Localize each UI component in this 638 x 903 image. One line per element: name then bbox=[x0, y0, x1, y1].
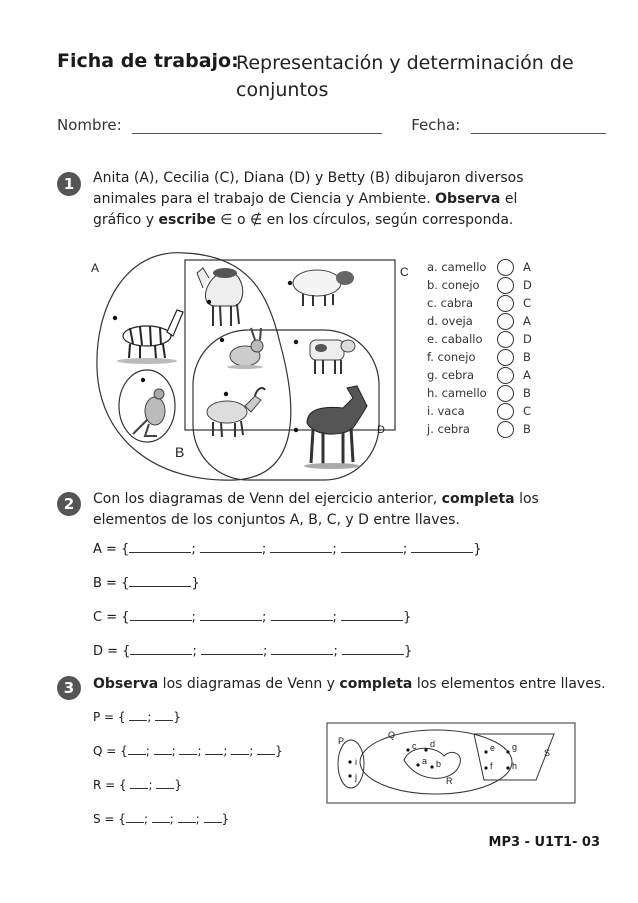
answer-row bbox=[427, 330, 537, 348]
set-line: S = { ; ; ; } bbox=[93, 812, 230, 826]
q1-text-3: ∈ o ∉ en los círculos, según corresponda. bbox=[215, 212, 514, 228]
elem-b: b bbox=[436, 759, 442, 769]
answer-set: C bbox=[523, 404, 532, 418]
answer-set: A bbox=[523, 368, 531, 382]
set-s-boundary bbox=[474, 734, 554, 780]
q3-text-1: los diagramas de Venn y bbox=[158, 676, 340, 692]
answer-item: c. cabra bbox=[427, 296, 474, 310]
name-field[interactable] bbox=[132, 133, 382, 134]
answer-set: B bbox=[523, 350, 531, 364]
answer-blank[interactable] bbox=[130, 608, 192, 621]
answer-set: C bbox=[523, 296, 532, 310]
answer-circle[interactable] bbox=[497, 331, 514, 348]
answer-blank[interactable] bbox=[200, 540, 262, 553]
answer-circle[interactable] bbox=[497, 421, 514, 438]
question-3-text bbox=[93, 674, 608, 695]
answer-item: j. cebra bbox=[427, 422, 470, 436]
answer-circle[interactable] bbox=[497, 295, 514, 312]
set-label: C = { bbox=[93, 610, 130, 625]
answer-item: i. vaca bbox=[427, 404, 465, 418]
q3-bold-1: Observa bbox=[93, 676, 159, 692]
set-q-label: Q bbox=[388, 730, 396, 740]
answer-blank[interactable] bbox=[342, 642, 404, 655]
date-label: Fecha: bbox=[411, 116, 461, 134]
name-date-row bbox=[57, 116, 606, 134]
elem-c: c bbox=[412, 741, 417, 751]
answer-row bbox=[427, 384, 537, 402]
answer-blank[interactable] bbox=[341, 540, 403, 553]
set-a-label: A bbox=[91, 261, 100, 275]
question-3-number: 3 bbox=[57, 676, 81, 700]
horse-icon bbox=[304, 386, 367, 469]
q1-bold-2: escribe bbox=[158, 212, 216, 228]
answer-blank[interactable] bbox=[154, 744, 172, 755]
answer-blank[interactable] bbox=[129, 710, 147, 721]
q1-text-1: Anita (A), Cecilia (C), Diana (D) y Betty (B) dibujaron diversos animales para el trabajo de Ciencia y Ambiente. bbox=[93, 170, 524, 207]
q2-sets bbox=[93, 540, 482, 676]
answer-circle[interactable] bbox=[497, 313, 514, 330]
answer-item: b. conejo bbox=[427, 278, 480, 292]
set-label: D = { bbox=[93, 644, 131, 659]
set-line: P = { ; } bbox=[93, 710, 181, 724]
elem-h: h bbox=[512, 761, 518, 771]
set-line: A = { ; ; ; ; } bbox=[93, 542, 482, 557]
question-2-number: 2 bbox=[57, 492, 81, 516]
q3-bold-2: completa bbox=[339, 676, 413, 692]
letters-venn-diagram bbox=[326, 722, 576, 804]
zebra-icon bbox=[117, 310, 183, 364]
answer-circle[interactable] bbox=[497, 367, 514, 384]
answer-set: A bbox=[523, 314, 531, 328]
q2-text-1: Con los diagramas de Venn del ejercicio anterior, bbox=[93, 491, 442, 507]
answer-blank[interactable] bbox=[128, 744, 146, 755]
elem-i: i bbox=[355, 757, 357, 767]
set-label: Q = { bbox=[93, 744, 128, 758]
answer-blank[interactable] bbox=[271, 608, 333, 621]
answer-circle[interactable] bbox=[497, 277, 514, 294]
set-label: B = { bbox=[93, 576, 130, 591]
set-label: R = { bbox=[93, 778, 131, 792]
answer-item: g. cebra bbox=[427, 368, 475, 382]
set-r-label: R bbox=[446, 776, 453, 786]
answer-set: B bbox=[523, 422, 531, 436]
answer-blank[interactable] bbox=[201, 642, 263, 655]
camel-icon bbox=[197, 268, 243, 326]
answer-blank[interactable] bbox=[231, 744, 249, 755]
set-r-boundary bbox=[404, 748, 460, 778]
set-c-label: C bbox=[400, 265, 409, 279]
answer-row bbox=[427, 366, 537, 384]
answer-blank[interactable] bbox=[341, 608, 403, 621]
answer-blank[interactable] bbox=[271, 642, 333, 655]
set-line: B = { } bbox=[93, 576, 200, 591]
answer-row bbox=[427, 348, 537, 366]
answer-blank[interactable] bbox=[204, 812, 222, 823]
name-label: Nombre: bbox=[57, 116, 122, 134]
question-1-text bbox=[93, 168, 533, 231]
answer-blank[interactable] bbox=[155, 710, 173, 721]
question-2-text bbox=[93, 489, 598, 531]
answer-blank[interactable] bbox=[126, 812, 144, 823]
q1-text-2: el gráfico y bbox=[93, 191, 518, 228]
set-label: S = { bbox=[93, 812, 126, 826]
answer-blank[interactable] bbox=[152, 812, 170, 823]
answer-row bbox=[427, 312, 537, 330]
elem-d: d bbox=[430, 739, 436, 749]
answer-item: a. camello bbox=[427, 260, 487, 274]
elem-j: j bbox=[355, 772, 357, 782]
answer-set: D bbox=[523, 332, 532, 346]
kangaroo-icon bbox=[133, 389, 165, 436]
worksheet-title: Representación y determinación de conjuntos bbox=[236, 52, 574, 101]
elem-g: g bbox=[512, 742, 518, 752]
set-line: C = { ; ; ; } bbox=[93, 610, 412, 625]
set-line: R = { ; } bbox=[93, 778, 182, 792]
answer-blank[interactable] bbox=[129, 540, 191, 553]
answer-row bbox=[427, 276, 537, 294]
answer-blank[interactable] bbox=[205, 744, 223, 755]
answer-set: B bbox=[523, 386, 531, 400]
answer-blank[interactable] bbox=[156, 778, 174, 789]
answer-blank[interactable] bbox=[411, 540, 473, 553]
answer-blank[interactable] bbox=[257, 744, 275, 755]
answer-circle[interactable] bbox=[497, 349, 514, 366]
answer-blank[interactable] bbox=[200, 608, 262, 621]
answer-item: f. conejo bbox=[427, 350, 476, 364]
answer-row bbox=[427, 258, 537, 276]
answer-item: h. camello bbox=[427, 386, 487, 400]
answer-blank[interactable] bbox=[178, 812, 196, 823]
q3-text-2: los elementos entre llaves. bbox=[412, 676, 606, 692]
set-s-label: S bbox=[544, 748, 551, 758]
worksheet-title-label: Ficha de trabajo: bbox=[57, 50, 239, 72]
q1-bold-1: Observa bbox=[435, 191, 501, 207]
q3-sets bbox=[93, 707, 283, 843]
question-1-number: 1 bbox=[57, 172, 81, 196]
answer-circle[interactable] bbox=[497, 385, 514, 402]
sheep-icon bbox=[293, 270, 354, 306]
answer-blank[interactable] bbox=[130, 778, 148, 789]
q2-bold-1: completa bbox=[441, 491, 515, 507]
answer-circle[interactable] bbox=[497, 259, 514, 276]
q1-answer-list bbox=[427, 258, 537, 438]
set-label: A = { bbox=[93, 542, 130, 557]
answer-row bbox=[427, 420, 537, 438]
rabbit-icon bbox=[227, 328, 263, 369]
answer-row bbox=[427, 402, 537, 420]
answer-set: D bbox=[523, 278, 532, 292]
answer-item: d. oveja bbox=[427, 314, 473, 328]
answer-row bbox=[427, 294, 537, 312]
answer-circle[interactable] bbox=[497, 403, 514, 420]
answer-set: A bbox=[523, 260, 531, 274]
answer-blank[interactable] bbox=[130, 642, 192, 655]
page-code: MP3 - U1T1- 03 bbox=[488, 835, 600, 850]
set-label: P = { bbox=[93, 710, 130, 724]
answer-blank[interactable] bbox=[270, 540, 332, 553]
set-line: Q = { ; ; ; ; ; } bbox=[93, 744, 283, 758]
answer-item: e. caballo bbox=[427, 332, 483, 346]
set-d-label: D bbox=[377, 424, 385, 436]
set-p-label: P bbox=[338, 736, 345, 746]
answer-blank[interactable] bbox=[129, 574, 191, 587]
date-field[interactable] bbox=[471, 133, 606, 134]
set-b-label: B bbox=[175, 444, 185, 460]
elem-a: a bbox=[422, 756, 428, 766]
q2-text-2: los elementos de los conjuntos A, B, C, y D entre llaves. bbox=[93, 491, 539, 528]
elem-e: e bbox=[490, 743, 496, 753]
animals-venn-diagram bbox=[85, 248, 415, 488]
answer-blank[interactable] bbox=[179, 744, 197, 755]
set-line: D = { ; ; ; } bbox=[93, 644, 413, 659]
cow-icon bbox=[310, 340, 355, 374]
elem-f: f bbox=[490, 761, 493, 771]
